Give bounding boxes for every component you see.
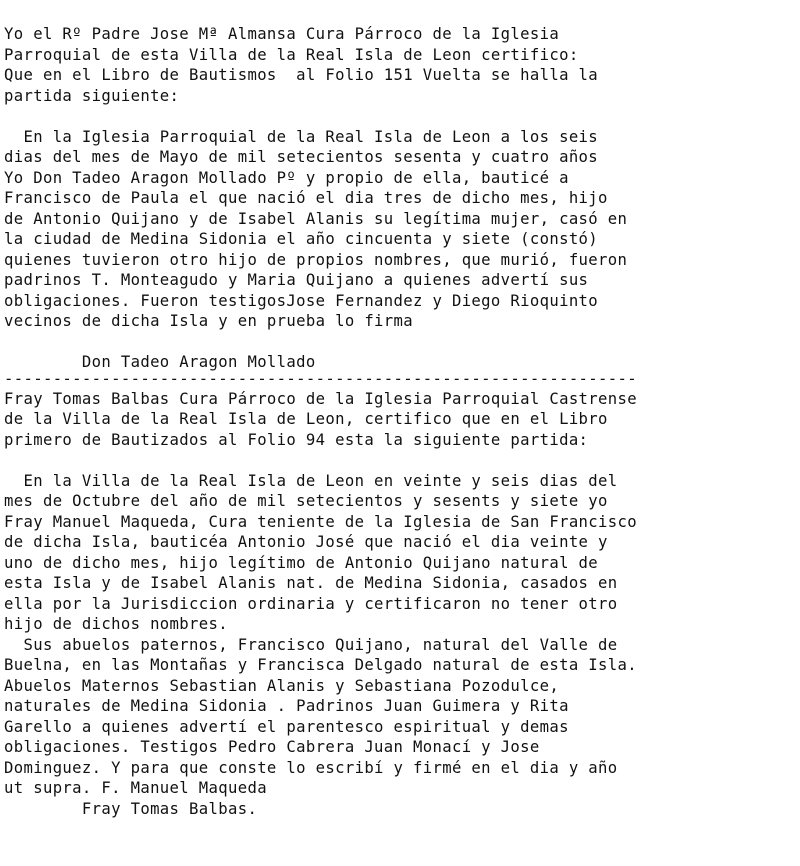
certificate-1-body xyxy=(4,127,794,332)
body-line: Francisco de Paula el que nació el dia tres de dicho mes, hijo xyxy=(4,189,608,207)
body-line: de dicha Isla, bauticéa Antonio José que nació el dia veinte y xyxy=(4,533,608,551)
body-line: mes de Octubre del año de mil setecientos y sesents y siete yo xyxy=(4,492,608,510)
body-line: padrinos T. Monteagudo y Maria Quijano a quienes advertí sus xyxy=(4,271,589,289)
header-line: Que en el Libro de Bautismos al Folio 151 Vuelta se halla la xyxy=(4,66,599,84)
body-line: vecinos de dicha Isla y en prueba lo firma xyxy=(4,312,414,330)
body-line: Sus abuelos paternos, Francisco Quijano, natural del Valle de xyxy=(4,635,618,654)
body-line: naturales de Medina Sidonia . Padrinos Juan Guimera y Rita xyxy=(4,697,569,715)
body-line: En la Iglesia Parroquial de la Real Isla de Leon a los seis xyxy=(4,127,599,146)
certificate-2-body xyxy=(4,471,794,799)
certificate-2-signature: Fray Tomas Balbas. xyxy=(4,799,258,818)
body-line: Garello a quienes advertí el parentesco espiritual y demas xyxy=(4,717,569,736)
body-line: uno de dicho mes, hijo legítimo de Antonio Quijano natural de xyxy=(4,553,599,572)
blank-line xyxy=(4,332,794,353)
header-line: primero de Bautizados al Folio 94 esta la siguiente partida: xyxy=(4,430,589,449)
blank-line xyxy=(4,106,794,127)
separator-line: ----------------------------------------------------------------- xyxy=(4,369,637,388)
body-line: la ciudad de Medina Sidonia el año cincuenta y siete (constó) xyxy=(4,230,599,248)
header-line: Yo el Rº Padre Jose Mª Almansa Cura Párroco de la Iglesia xyxy=(4,25,560,43)
certificate-1 xyxy=(4,24,794,373)
body-line: Fray Manuel Maqueda, Cura teniente de la Iglesia de San Francisco xyxy=(4,512,637,531)
certificate-1-header xyxy=(4,24,794,106)
body-line: obligaciones. Testigos Pedro Cabrera Juan Monací y Jose xyxy=(4,738,540,756)
certificate-1-signature: Don Tadeo Aragon Mollado xyxy=(4,353,316,371)
blank-line xyxy=(4,450,794,471)
body-line: de Antonio Quijano y de Isabel Alanis su legítima mujer, casó en xyxy=(4,209,628,228)
body-line: quienes tuvieron otro hijo de propios nombres, que murió, fueron xyxy=(4,250,628,269)
certificate-2 xyxy=(4,389,794,820)
body-line: ella por la Jurisdiccion ordinaria y certificaron no tener otro xyxy=(4,594,618,613)
body-line: dias del mes de Mayo de mil setecientos sesenta y cuatro años xyxy=(4,148,599,166)
body-line: Yo Don Tadeo Aragon Mollado Pº y propio de ella, bauticé a xyxy=(4,168,569,187)
body-line: Buelna, en las Montañas y Francisca Delgado natural de esta Isla. xyxy=(4,656,637,674)
header-line: Parroquial de esta Villa de la Real Isla de Leon certifico: xyxy=(4,45,579,64)
body-line: esta Isla y de Isabel Alanis nat. de Medina Sidonia, casados en xyxy=(4,574,618,592)
body-line: hijo de dichos nombres. xyxy=(4,615,228,633)
document-page xyxy=(4,24,794,819)
header-line: de la Villa de la Real Isla de Leon, certifico que en el Libro xyxy=(4,410,608,428)
header-line: Fray Tomas Balbas Cura Párroco de la Iglesia Parroquial Castrense xyxy=(4,389,637,408)
certificate-2-header xyxy=(4,389,794,451)
body-line: ut supra. F. Manuel Maqueda xyxy=(4,779,267,797)
body-line: obligaciones. Fueron testigosJose Fernandez y Diego Rioquinto xyxy=(4,291,599,310)
body-line: Dominguez. Y para que conste lo escribí y firmé en el dia y año xyxy=(4,758,618,777)
body-line: En la Villa de la Real Isla de Leon en veinte y seis dias del xyxy=(4,471,618,490)
body-line: Abuelos Maternos Sebastian Alanis y Sebastiana Pozodulce, xyxy=(4,676,560,695)
header-line: partida siguiente: xyxy=(4,86,180,105)
